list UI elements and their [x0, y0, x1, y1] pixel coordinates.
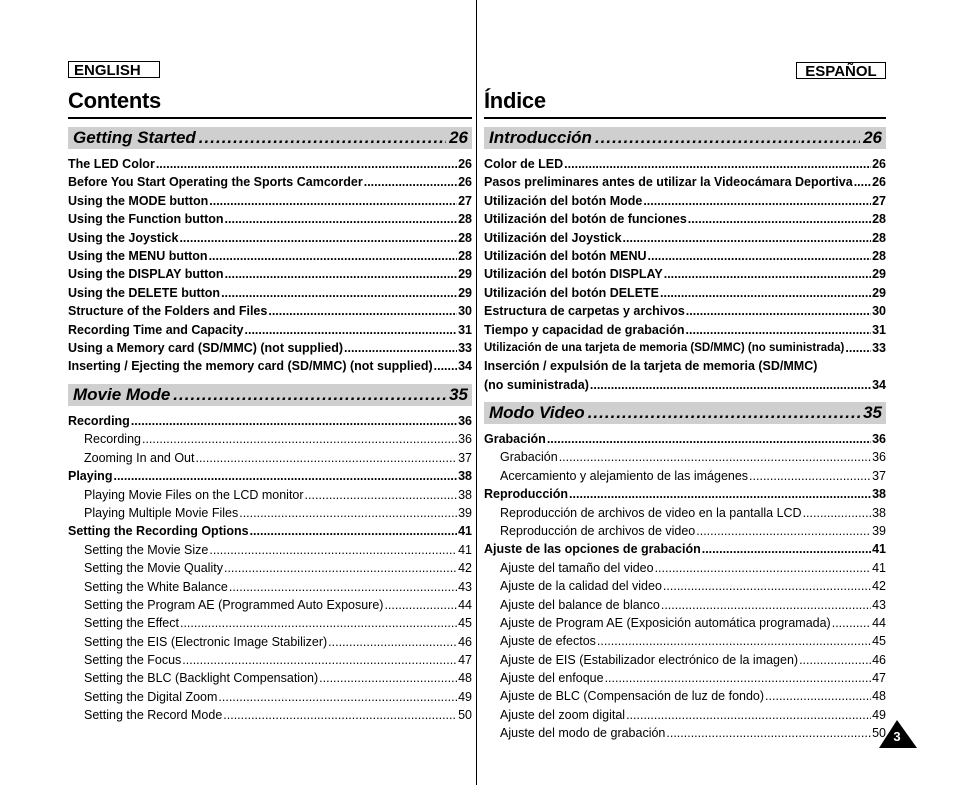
toc-list [68, 412, 472, 725]
toc-entry[interactable] [68, 559, 472, 577]
toc-entry-title: Setting the EIS (Electronic Image Stabilizer) [84, 634, 328, 649]
toc-entry[interactable] [68, 321, 472, 339]
dot-leader [229, 578, 457, 596]
dot-leader [209, 192, 457, 210]
dot-leader [688, 210, 871, 228]
section-title: Movie Mode [73, 385, 171, 404]
toc-entry[interactable] [68, 688, 472, 706]
toc-entry-page: 37 [872, 468, 886, 483]
toc-entry-page: 41 [872, 560, 886, 575]
toc-entry-page: 42 [458, 561, 472, 576]
dot-leader [666, 724, 871, 742]
toc-entry-title: Utilización del Joystick [484, 230, 622, 245]
toc-entry-page: 46 [872, 652, 886, 667]
toc-entry-page: 46 [458, 634, 472, 649]
section-header [484, 402, 886, 424]
dot-leader [199, 127, 446, 149]
dot-leader [305, 486, 458, 504]
toc-entry[interactable] [68, 302, 472, 320]
toc-entry-page: 41 [872, 542, 886, 557]
toc-entry-page: 26 [458, 175, 472, 190]
toc-entry-page: 29 [458, 267, 472, 282]
toc-entry[interactable] [484, 485, 886, 503]
dot-leader [225, 265, 458, 283]
toc-entry-page: 49 [872, 707, 886, 722]
toc-entry-title: Setting the Digital Zoom [84, 689, 218, 704]
toc-entry-title: Playing [68, 469, 113, 484]
dot-leader [686, 321, 872, 339]
toc-entry-title: Utilización del botón Mode [484, 193, 643, 208]
dot-leader [564, 155, 871, 173]
dot-leader [156, 155, 457, 173]
dot-leader [569, 485, 871, 503]
toc-entry-title: Grabación [500, 450, 558, 465]
dot-leader [626, 706, 871, 724]
toc-entry-page: 42 [872, 579, 886, 594]
toc-entry-page: 34 [458, 359, 472, 374]
dot-leader [643, 192, 871, 210]
section-header [68, 127, 472, 149]
toc-entry-page: 31 [872, 322, 886, 337]
toc-entry-page: 26 [872, 157, 886, 171]
toc-entry-page: 50 [458, 708, 472, 723]
toc-entry-page: 28 [872, 248, 886, 263]
toc-entry-title: Using the Joystick [68, 230, 179, 245]
toc-entry-page: 48 [458, 671, 472, 686]
toc-entry-title: Ajuste del modo de grabación [500, 726, 666, 741]
toc-entry[interactable] [68, 669, 472, 687]
toc-entry-title: Ajuste de efectos [500, 634, 596, 649]
toc-entry[interactable] [484, 173, 886, 191]
dot-leader [661, 596, 871, 614]
dot-leader [142, 430, 457, 448]
dot-leader [268, 302, 457, 320]
toc-entry[interactable] [68, 596, 472, 614]
title-rule [68, 117, 472, 119]
toc-entry-page: 47 [872, 671, 886, 686]
toc-entry-title: Recording Time and Capacity [68, 322, 244, 337]
toc-entry[interactable] [68, 449, 472, 467]
toc-entry[interactable] [68, 173, 472, 191]
toc-entry[interactable] [484, 192, 886, 210]
toc-entry[interactable] [484, 155, 886, 173]
toc-entry-title: Ajuste del tamaño del video [500, 560, 654, 575]
page-number: 3 [893, 729, 901, 744]
toc-entry-title: Using the MENU button [68, 248, 208, 263]
dot-leader [655, 559, 872, 577]
toc-entry-page: 36 [872, 450, 886, 465]
toc-entry[interactable] [484, 339, 886, 357]
toc-entry-page: 36 [458, 414, 472, 428]
toc-entry-title: Utilización del botón MENU [484, 248, 647, 263]
toc-entry[interactable] [484, 467, 886, 485]
dot-leader [131, 412, 457, 430]
toc-entry-title: Before You Start Operating the Sports Camcorder [68, 175, 363, 190]
toc-entry-page: 47 [458, 653, 472, 668]
toc-entry-title: Playing Movie Files on the LCD monitor [84, 487, 304, 502]
toc-entry[interactable] [484, 284, 886, 302]
toc-entry-page: 26 [872, 175, 886, 190]
toc-entry[interactable] [484, 430, 886, 448]
toc-entry[interactable] [484, 210, 886, 228]
toc-entry-page: 27 [458, 193, 472, 208]
column-divider [476, 0, 477, 785]
dot-leader [364, 173, 457, 191]
title-rule [484, 117, 886, 119]
toc-entry[interactable] [484, 376, 886, 394]
toc-entry-page: 45 [458, 616, 472, 631]
dot-leader [749, 467, 871, 485]
dot-leader [113, 467, 457, 485]
toc-entry-title: Color de LED [484, 157, 564, 171]
toc-entry-page: 45 [872, 634, 886, 649]
toc-entry[interactable] [484, 596, 886, 614]
toc-entry[interactable] [484, 577, 886, 595]
toc-entry[interactable] [68, 210, 472, 228]
toc-entry-title: Reproducción de archivos de video [500, 523, 696, 538]
toc-entry-title: Ajuste del enfoque [500, 671, 604, 686]
toc-entry-title: Utilización de una tarjeta de memoria (SD/MMC) (no suministrada) [484, 341, 845, 354]
toc-entry[interactable] [68, 430, 472, 448]
toc-entry-page: 29 [458, 285, 472, 300]
toc-entry-title: Inserción / expulsión de la tarjeta de memoria (SD/MMC) [484, 359, 818, 374]
toc-entry-title: Inserting / Ejecting the memory card (SD/MMC) (not supplied) [68, 359, 433, 374]
dot-leader [702, 540, 871, 558]
toc-entry-title: Using the DELETE button [68, 285, 221, 300]
dot-leader [547, 430, 871, 448]
dot-leader [223, 706, 457, 724]
toc-entry-title: Setting the Recording Options [68, 524, 249, 539]
toc-entry-page: 39 [872, 523, 886, 538]
dot-leader [434, 357, 457, 375]
toc-entry[interactable] [68, 541, 472, 559]
language-label-spanish: ESPAÑOL [796, 62, 886, 79]
dot-leader [344, 339, 457, 357]
toc-entry-page: 41 [458, 524, 472, 539]
dot-leader [664, 265, 871, 283]
toc-entry[interactable] [68, 467, 472, 485]
page-title-indice: Índice [484, 88, 546, 113]
toc-entry-title: Grabación [484, 432, 546, 446]
toc-entry-title: Recording [84, 432, 141, 447]
section-page: 35 [863, 403, 882, 422]
dot-leader [195, 449, 457, 467]
toc-entry[interactable] [484, 632, 886, 650]
toc-entry-title: Setting the Focus [84, 653, 182, 668]
dot-leader [384, 596, 457, 614]
toc-entry-title: Structure of the Folders and Files [68, 304, 268, 319]
toc-entry-title: Ajuste de la calidad del video [500, 579, 662, 594]
dot-leader [686, 302, 871, 320]
toc-entry-page: 43 [872, 597, 886, 612]
toc-entry-page: 38 [872, 487, 886, 502]
toc-entry-page: 44 [872, 615, 886, 630]
toc-entry-title: Setting the BLC (Backlight Compensation) [84, 671, 319, 686]
toc-entry-page: 30 [458, 304, 472, 319]
toc-entry-page: 33 [458, 340, 472, 355]
dot-leader [225, 210, 458, 228]
toc-entry-page: 39 [458, 505, 472, 520]
toc-entry-title: Using the MODE button [68, 193, 209, 208]
toc-entry[interactable] [484, 706, 886, 724]
toc-entry[interactable] [484, 448, 886, 466]
toc-entry-title: Setting the Effect [84, 616, 179, 631]
toc-entry[interactable] [484, 614, 886, 632]
dot-leader [182, 651, 457, 669]
toc-entry[interactable] [484, 522, 886, 540]
toc-entry-title: Utilización del botón de funciones [484, 212, 687, 227]
toc-entry-title: Setting the White Balance [84, 579, 228, 594]
dot-leader [245, 321, 458, 339]
toc-entry-title: Acercamiento y alejamiento de las imágenes [500, 468, 749, 483]
toc-entry-title: Setting the Movie Size [84, 542, 209, 557]
toc-entry[interactable] [68, 265, 472, 283]
section-title: Modo Video [489, 403, 585, 422]
toc-entry[interactable] [484, 724, 886, 742]
toc-entry-page: 29 [872, 285, 886, 300]
toc-entry[interactable] [484, 247, 886, 265]
section-introduccion [484, 127, 886, 394]
spanish-column [484, 0, 886, 785]
toc-entry[interactable] [484, 265, 886, 283]
toc-entry-title: Using a Memory card (SD/MMC) (not supplied) [68, 340, 344, 355]
section-page: 35 [449, 385, 468, 404]
toc-entry[interactable] [68, 651, 472, 669]
toc-entry-title: Zooming In and Out [84, 450, 195, 465]
toc-entry[interactable] [484, 504, 886, 522]
dot-leader [173, 384, 446, 406]
toc-entry[interactable] [68, 504, 472, 522]
dot-leader [696, 522, 871, 540]
toc-entry-title: The LED Color [68, 157, 155, 171]
toc-entry-title: Ajuste de las opciones de grabación [484, 542, 701, 557]
toc-entry[interactable] [68, 706, 472, 724]
toc-entry-title: Ajuste de BLC (Compensación de luz de fondo) [500, 689, 765, 704]
toc-entry[interactable] [68, 339, 472, 357]
section-movie-mode [68, 384, 472, 725]
toc-entry[interactable] [68, 486, 472, 504]
toc-entry-title: Recording [68, 414, 130, 428]
toc-entry-title: (no suministrada) [484, 377, 589, 392]
dot-leader [597, 632, 871, 650]
section-page: 26 [449, 128, 468, 147]
toc-entry-title: Setting the Program AE (Programmed Auto Exposure) [84, 597, 384, 612]
dot-leader [765, 687, 871, 705]
dot-leader [832, 614, 871, 632]
dot-leader [209, 541, 457, 559]
toc-entry[interactable] [68, 284, 472, 302]
toc-entry-page: 38 [872, 505, 886, 520]
toc-entry-title: Using the Function button [68, 212, 224, 227]
toc-entry[interactable] [484, 357, 886, 375]
dot-leader [224, 559, 457, 577]
dot-leader [803, 504, 872, 522]
dot-leader [328, 633, 457, 651]
toc-entry-title: Using the DISPLAY button [68, 267, 224, 282]
toc-entry[interactable] [68, 155, 472, 173]
toc-list [484, 430, 886, 743]
dot-leader [179, 229, 457, 247]
toc-entry-page: 28 [458, 248, 472, 263]
toc-entry-title: Playing Multiple Movie Files [84, 505, 239, 520]
dot-leader [221, 284, 457, 302]
page-number-badge [879, 720, 919, 748]
toc-entry-page: 41 [458, 542, 472, 557]
toc-entry-title: Reproducción de archivos de video en la pantalla LCD [500, 505, 802, 520]
toc-entry[interactable] [484, 669, 886, 687]
toc-entry[interactable] [68, 192, 472, 210]
toc-entry-title: Setting the Movie Quality [84, 561, 223, 576]
dot-leader [660, 284, 871, 302]
dot-leader [595, 127, 860, 149]
section-title: Introducción [489, 128, 592, 147]
toc-entry-page: 50 [872, 726, 886, 741]
toc-entry-page: 28 [458, 230, 472, 245]
toc-entry-title: Tiempo y capacidad de grabación [484, 322, 685, 337]
toc-entry[interactable] [68, 578, 472, 596]
toc-entry-page: 44 [458, 597, 472, 612]
section-header [484, 127, 886, 149]
section-modo-video [484, 402, 886, 743]
dot-leader [239, 504, 457, 522]
toc-entry-page: 31 [458, 322, 472, 337]
toc-entry-page: 28 [872, 230, 886, 245]
toc-entry-page: 48 [872, 689, 886, 704]
toc-entry-page: 28 [458, 212, 472, 227]
toc-entry[interactable] [68, 614, 472, 632]
toc-list [484, 155, 886, 394]
toc-entry-title: Ajuste de EIS (Estabilizador electrónico de la imagen) [500, 652, 799, 667]
dot-leader [663, 577, 871, 595]
dot-leader [799, 651, 871, 669]
toc-entry-page: 29 [872, 267, 886, 282]
toc-entry[interactable] [484, 559, 886, 577]
dot-leader [218, 688, 457, 706]
section-getting-started [68, 127, 472, 376]
toc-entry-page: 38 [458, 487, 472, 502]
toc-entry-title: Ajuste del balance de blanco [500, 597, 660, 612]
toc-entry-page: 37 [458, 450, 472, 465]
toc-entry-page: 36 [872, 432, 886, 446]
toc-entry-title: Utilización del botón DISPLAY [484, 267, 663, 282]
toc-entry[interactable] [68, 247, 472, 265]
toc-entry[interactable] [484, 651, 886, 669]
toc-entry-title: Utilización del botón DELETE [484, 285, 659, 300]
toc-entry[interactable] [484, 302, 886, 320]
toc-entry[interactable] [484, 540, 886, 558]
toc-entry-title: Ajuste del zoom digital [500, 707, 626, 722]
dot-leader [648, 247, 872, 265]
toc-entry[interactable] [68, 633, 472, 651]
english-column [68, 0, 472, 785]
toc-list [68, 155, 472, 376]
dot-leader [559, 448, 871, 466]
toc-entry-page: 33 [872, 340, 886, 355]
toc-entry-page: 30 [872, 304, 886, 319]
dot-leader [209, 247, 458, 265]
toc-entry-page: 43 [458, 579, 472, 594]
toc-entry-title: Estructura de carpetas y archivos [484, 304, 685, 319]
page-title-contents: Contents [68, 88, 161, 113]
toc-entry-page: 26 [458, 157, 472, 171]
dot-leader [588, 402, 860, 424]
toc-entry-title: Ajuste de Program AE (Exposición automática programada) [500, 615, 831, 630]
toc-entry-title: Reproducción [484, 487, 569, 502]
dot-leader [845, 339, 871, 357]
toc-entry-page: 36 [458, 432, 472, 447]
toc-entry-page: 27 [872, 193, 886, 208]
toc-entry[interactable] [484, 321, 886, 339]
section-page: 26 [863, 128, 882, 147]
dot-leader [605, 669, 872, 687]
language-label-english: ENGLISH [68, 61, 160, 78]
toc-entry[interactable] [68, 412, 472, 430]
toc-entry-title: Setting the Record Mode [84, 708, 223, 723]
section-header [68, 384, 472, 406]
toc-entry[interactable] [68, 522, 472, 540]
dot-leader [180, 614, 457, 632]
toc-entry-page: 38 [458, 469, 472, 484]
dot-leader [623, 229, 872, 247]
dot-leader [250, 522, 458, 540]
toc-entry[interactable] [484, 229, 886, 247]
toc-entry[interactable] [68, 357, 472, 375]
toc-entry[interactable] [484, 687, 886, 705]
toc-entry-title: Pasos preliminares antes de utilizar la Videocámara Deportiva [484, 175, 853, 190]
dot-leader [590, 376, 871, 394]
section-title: Getting Started [73, 128, 196, 147]
dot-leader [319, 669, 457, 687]
dot-leader [854, 173, 871, 191]
toc-entry-page: 34 [872, 377, 886, 392]
toc-entry-page: 28 [872, 212, 886, 227]
toc-entry-page: 49 [458, 689, 472, 704]
toc-entry[interactable] [68, 229, 472, 247]
